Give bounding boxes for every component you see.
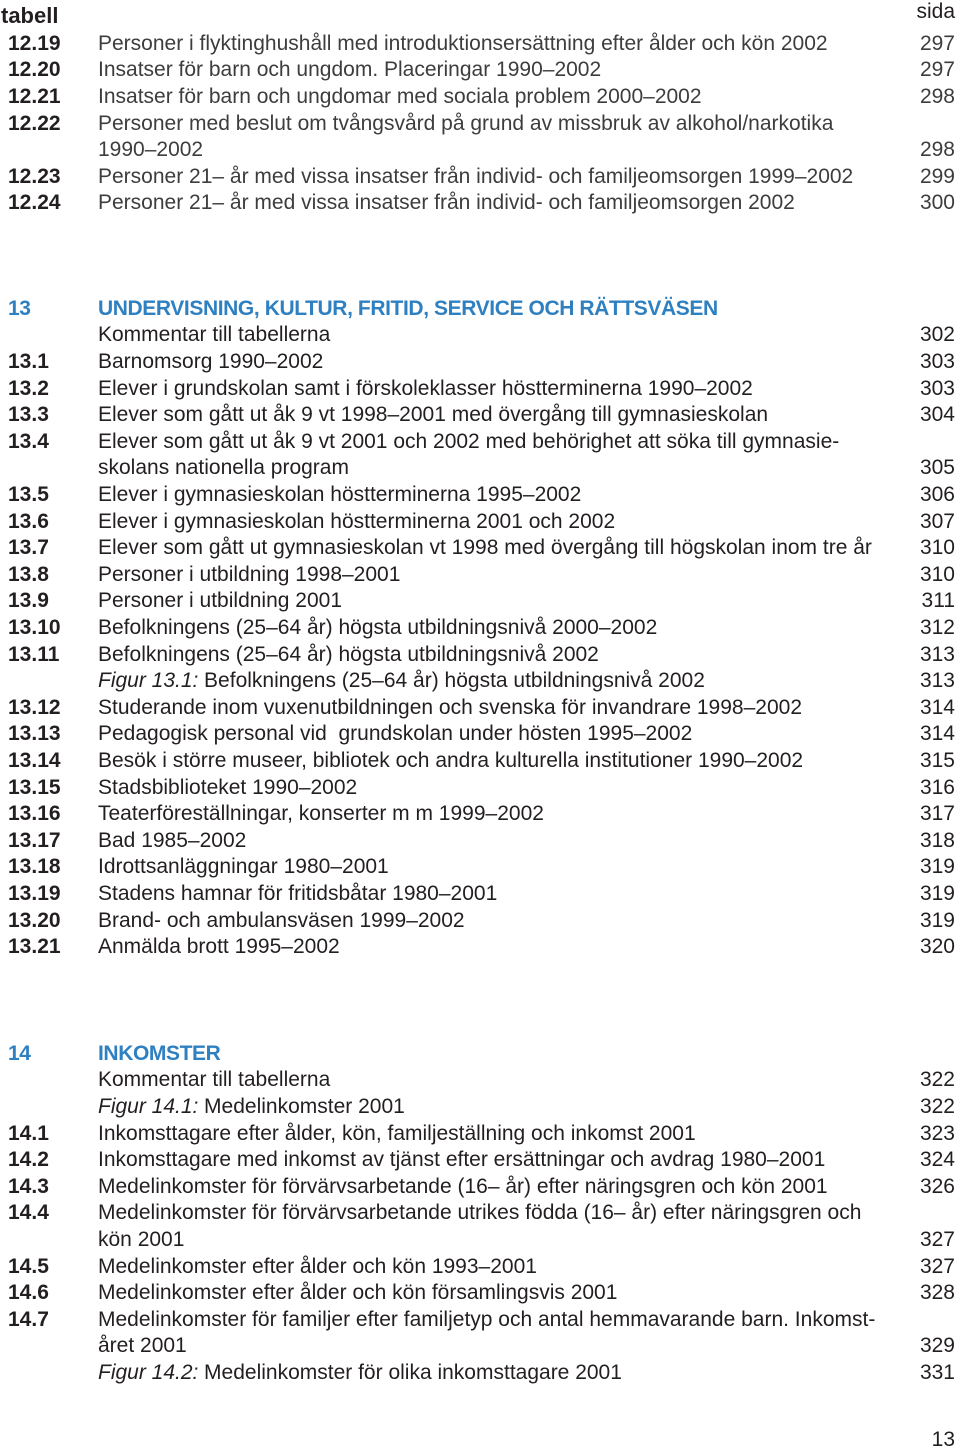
page-ref: 326 bbox=[919, 1174, 955, 1198]
page-ref: 300 bbox=[919, 191, 955, 215]
page-ref: 313 bbox=[919, 669, 955, 693]
page-ref: 329 bbox=[919, 1334, 955, 1358]
toc-entry bbox=[0, 668, 960, 695]
toc-entry bbox=[0, 562, 960, 589]
entry-title-text: Inkomsttagare efter ålder, kön, familjeställning och inkomst 2001 bbox=[98, 1121, 696, 1145]
toc-entry-continuation bbox=[0, 1333, 960, 1360]
page-ref: 313 bbox=[919, 642, 955, 666]
entry-title-text: Stadens hamnar för fritidsbåtar 1980–2001 bbox=[98, 882, 498, 906]
table-number: 14.6 bbox=[8, 1281, 49, 1305]
table-number: 12.21 bbox=[8, 84, 61, 108]
entry-title bbox=[98, 562, 400, 589]
figure-label: Figur 14.1: bbox=[98, 1094, 199, 1118]
entry-title-text: Medelinkomster för förvärvsarbetande (16– år) efter näringsgren och kön 2001 bbox=[98, 1174, 828, 1198]
entry-title bbox=[98, 1360, 622, 1387]
toc-entry bbox=[0, 349, 960, 376]
toc-entry bbox=[0, 1094, 960, 1121]
entry-title-text: Anmälda brott 1995–2002 bbox=[98, 935, 340, 959]
toc-entry bbox=[0, 642, 960, 669]
toc-entry bbox=[0, 482, 960, 509]
entry-title bbox=[98, 402, 768, 429]
entry-title-text: Studerande inom vuxenutbildningen och svenska för invandrare 1998–2002 bbox=[98, 695, 802, 719]
toc-entry bbox=[0, 1121, 960, 1148]
toc-entry bbox=[0, 429, 960, 456]
table-number: 14.3 bbox=[8, 1174, 49, 1198]
section-heading: UNDERVISNING, KULTUR, FRITID, SERVICE OCH RÄTTSVÄSEN bbox=[98, 296, 718, 320]
table-number: 13.17 bbox=[8, 828, 61, 852]
page-ref: 303 bbox=[919, 376, 955, 400]
entry-title-text: Barnomsorg 1990–2002 bbox=[98, 349, 324, 373]
entry-title-text: Elever som gått ut gymnasieskolan vt 1998 med övergång till högskolan inom tre år bbox=[98, 536, 872, 560]
entry-title bbox=[98, 1280, 617, 1307]
page-ref: 303 bbox=[919, 349, 955, 373]
toc-entry bbox=[0, 801, 960, 828]
entry-title-text: Personer i utbildning 2001 bbox=[98, 589, 343, 613]
page-ref: 331 bbox=[919, 1361, 955, 1384]
table-number: 13.1 bbox=[8, 349, 49, 373]
entry-title bbox=[98, 1147, 825, 1174]
toc-section-14 bbox=[0, 1041, 960, 1387]
page-ref: 323 bbox=[919, 1121, 955, 1145]
entry-title-text: Medelinkomster 2001 bbox=[204, 1094, 405, 1118]
page-ref: 298 bbox=[919, 138, 955, 162]
entry-title-text: Elever i gymnasieskolan höstterminerna 1995–2002 bbox=[98, 482, 582, 506]
table-number: 13.3 bbox=[8, 403, 49, 427]
entry-list bbox=[0, 1067, 960, 1386]
table-number: 12.24 bbox=[8, 191, 61, 215]
table-number: 14.1 bbox=[8, 1121, 49, 1145]
entry-title-text: Befolkningens (25–64 år) högsta utbildningsnivå 2002 bbox=[98, 642, 599, 666]
entry-title bbox=[98, 455, 349, 482]
page-ref: 299 bbox=[919, 164, 955, 188]
entry-title bbox=[98, 1094, 405, 1121]
page-ref: 316 bbox=[919, 775, 955, 799]
toc-entry bbox=[0, 615, 960, 642]
page-ref: 320 bbox=[919, 935, 955, 959]
toc-entry bbox=[0, 1360, 960, 1387]
table-number: 13.18 bbox=[8, 855, 61, 879]
entry-title bbox=[98, 84, 702, 111]
table-number: 13.15 bbox=[8, 775, 61, 799]
table-number: 13.10 bbox=[8, 616, 61, 639]
toc-entry bbox=[0, 1254, 960, 1281]
entry-title bbox=[98, 642, 599, 669]
entry-title-text: Befolkningens (25–64 år) högsta utbildningsnivå 2002 bbox=[204, 669, 705, 693]
table-number: 13.19 bbox=[8, 882, 61, 906]
entry-title bbox=[98, 668, 705, 695]
section-heading-row bbox=[0, 1041, 960, 1068]
table-number: 13.2 bbox=[8, 376, 49, 400]
entry-title-text: skolans nationella program bbox=[98, 456, 349, 480]
toc-entry bbox=[0, 828, 960, 855]
entry-list bbox=[0, 31, 960, 217]
page-ref: 324 bbox=[919, 1148, 955, 1172]
figure-label: Figur 13.1: bbox=[98, 669, 199, 693]
table-number: 12.20 bbox=[8, 58, 61, 82]
page-ref: 302 bbox=[919, 323, 955, 347]
toc-entry bbox=[0, 1147, 960, 1174]
table-number: 13.8 bbox=[8, 562, 49, 586]
table-number: 13.9 bbox=[8, 589, 49, 613]
page-ref: 312 bbox=[919, 616, 955, 639]
entry-title-text: kön 2001 bbox=[98, 1227, 185, 1251]
entry-title-text: Personer i flyktinghushåll med introduktionsersättning efter ålder och kön 2002 bbox=[98, 31, 828, 55]
entry-title bbox=[98, 429, 839, 456]
page-ref: 305 bbox=[919, 456, 955, 480]
entry-title-text: Befolkningens (25–64 år) högsta utbildningsnivå 2000–2002 bbox=[98, 616, 658, 639]
section-number: 13 bbox=[8, 296, 31, 320]
toc-entry-continuation bbox=[0, 1227, 960, 1254]
entry-title bbox=[98, 721, 692, 748]
page-ref: 314 bbox=[919, 695, 955, 719]
entry-title bbox=[98, 748, 803, 775]
entry-title-text: Kommentar till tabellerna bbox=[98, 323, 331, 347]
entry-title bbox=[98, 1227, 184, 1254]
section-number: 14 bbox=[8, 1041, 31, 1065]
table-number: 12.23 bbox=[8, 164, 61, 188]
toc-entry bbox=[0, 695, 960, 722]
toc-entry bbox=[0, 509, 960, 536]
entry-title-text: Bad 1985–2002 bbox=[98, 828, 247, 852]
page-ref: 304 bbox=[919, 403, 955, 427]
table-number: 13.20 bbox=[8, 908, 61, 932]
table-number: 13.4 bbox=[8, 429, 49, 453]
entry-title bbox=[98, 695, 802, 722]
page-ref: 306 bbox=[919, 482, 955, 506]
table-number: 13.11 bbox=[8, 642, 60, 666]
entry-title bbox=[98, 57, 601, 84]
entry-title-text: Medelinkomster efter ålder och kön 1993–2001 bbox=[98, 1254, 537, 1278]
page-ref: 319 bbox=[919, 882, 955, 906]
entry-title-text: Medelinkomster för förvärvsarbetande utrikes födda (16– år) efter näringsgren och bbox=[98, 1201, 862, 1225]
entry-title-text: Brand- och ambulansväsen 1999–2002 bbox=[98, 908, 465, 932]
table-number: 12.22 bbox=[8, 111, 61, 135]
page-number: 13 bbox=[931, 1428, 955, 1451]
table-number: 13.7 bbox=[8, 536, 49, 560]
figure-label: Figur 14.2: bbox=[98, 1361, 199, 1384]
toc-section-13 bbox=[0, 296, 960, 961]
entry-title bbox=[98, 1174, 828, 1201]
page-ref: 311 bbox=[921, 589, 955, 613]
entry-title-text: Medelinkomster efter ålder och kön församlingsvis 2001 bbox=[98, 1281, 618, 1305]
entry-title-text: Insatser för barn och ungdom. Placeringar 1990–2002 bbox=[98, 58, 602, 82]
entry-title-text: året 2001 bbox=[98, 1334, 187, 1358]
table-number: 14.7 bbox=[8, 1307, 49, 1331]
toc-entry bbox=[0, 402, 960, 429]
column-header-table: tabell bbox=[1, 3, 59, 28]
toc-entry bbox=[0, 1280, 960, 1307]
page-ref: 298 bbox=[919, 84, 955, 108]
page-ref: 328 bbox=[919, 1281, 955, 1305]
table-number: 14.4 bbox=[8, 1201, 49, 1225]
entry-title bbox=[98, 908, 465, 935]
toc-entry-continuation bbox=[0, 137, 960, 164]
entry-title-text: Medelinkomster för familjer efter familjetyp och antal hemmavarande barn. Inkomst- bbox=[98, 1307, 876, 1331]
table-number: 13.12 bbox=[8, 695, 61, 719]
toc-entry bbox=[0, 535, 960, 562]
entry-title bbox=[98, 111, 833, 138]
table-number: 12.19 bbox=[8, 31, 61, 55]
entry-title bbox=[98, 1067, 330, 1094]
table-number: 13.14 bbox=[8, 749, 61, 773]
entry-title-text: Kommentar till tabellerna bbox=[98, 1068, 331, 1092]
entry-title bbox=[98, 482, 581, 509]
entry-title bbox=[98, 509, 615, 536]
page-ref: 315 bbox=[919, 749, 955, 773]
entry-title-text: Elever i gymnasieskolan höstterminerna 2001 och 2002 bbox=[98, 509, 616, 533]
entry-title bbox=[98, 349, 323, 376]
table-number: 14.5 bbox=[8, 1254, 49, 1278]
toc-entry bbox=[0, 190, 960, 217]
entry-title bbox=[98, 828, 246, 855]
page-ref: 327 bbox=[919, 1254, 955, 1278]
entry-title-text: Stadsbiblioteket 1990–2002 bbox=[98, 775, 358, 799]
toc-entry bbox=[0, 1200, 960, 1227]
entry-title-text: Pedagogisk personal vid grundskolan under hösten 1995–2002 bbox=[98, 722, 693, 746]
entry-title bbox=[98, 535, 872, 562]
toc-entry bbox=[0, 775, 960, 802]
entry-title bbox=[98, 615, 657, 642]
entry-title bbox=[98, 854, 389, 881]
toc-entry bbox=[0, 84, 960, 111]
toc-entry bbox=[0, 111, 960, 138]
toc-entry bbox=[0, 748, 960, 775]
page-ref: 327 bbox=[919, 1227, 955, 1251]
entry-title bbox=[98, 376, 753, 403]
entry-title bbox=[98, 322, 330, 349]
toc-entry bbox=[0, 721, 960, 748]
entry-title bbox=[98, 190, 795, 217]
page-ref: 322 bbox=[919, 1068, 955, 1092]
entry-title bbox=[98, 801, 544, 828]
page-ref: 319 bbox=[919, 908, 955, 932]
entry-title-text: Elever som gått ut åk 9 vt 1998–2001 med övergång till gymnasieskolan bbox=[98, 403, 769, 427]
toc-entry bbox=[0, 57, 960, 84]
toc-entry bbox=[0, 1307, 960, 1334]
toc-section-12 bbox=[0, 31, 960, 217]
entry-title-text: Elever i grundskolan samt i förskoleklasser höstterminerna 1990–2002 bbox=[98, 376, 753, 400]
entry-title-text: Elever som gått ut åk 9 vt 2001 och 2002 med behörighet att söka till gymnasie- bbox=[98, 429, 840, 453]
table-number: 13.16 bbox=[8, 802, 61, 826]
toc-entry bbox=[0, 1174, 960, 1201]
toc-entry bbox=[0, 908, 960, 935]
toc-entry bbox=[0, 376, 960, 403]
table-number: 13.5 bbox=[8, 482, 49, 506]
entry-title-text: Personer i utbildning 1998–2001 bbox=[98, 562, 401, 586]
entry-title-text: Medelinkomster för olika inkomsttagare 2001 bbox=[204, 1361, 622, 1384]
column-header-page: sida bbox=[916, 0, 955, 23]
toc-entry-continuation bbox=[0, 455, 960, 482]
entry-list bbox=[0, 322, 960, 961]
entry-title bbox=[98, 1307, 875, 1334]
toc-entry bbox=[0, 881, 960, 908]
page-ref: 297 bbox=[919, 58, 955, 82]
entry-title bbox=[98, 31, 828, 58]
section-heading: INKOMSTER bbox=[98, 1041, 221, 1065]
entry-title-text: Personer 21– år med vissa insatser från individ- och familjeomsorgen 2002 bbox=[98, 191, 795, 215]
entry-title-text: Insatser för barn och ungdomar med sociala problem 2000–2002 bbox=[98, 84, 702, 108]
page-ref: 307 bbox=[919, 509, 955, 533]
toc-entry bbox=[0, 322, 960, 349]
toc-entry bbox=[0, 934, 960, 961]
entry-title bbox=[98, 1333, 187, 1360]
entry-title bbox=[98, 934, 340, 961]
section-heading-row bbox=[0, 296, 960, 323]
entry-title bbox=[98, 588, 342, 615]
toc-entry bbox=[0, 1067, 960, 1094]
page-ref: 310 bbox=[919, 536, 955, 560]
entry-title bbox=[98, 1200, 861, 1227]
page-ref: 297 bbox=[919, 31, 955, 55]
table-number: 13.21 bbox=[8, 935, 61, 959]
entry-title bbox=[98, 164, 853, 191]
entry-title bbox=[98, 1254, 537, 1281]
toc-entry bbox=[0, 588, 960, 615]
page-ref: 314 bbox=[919, 722, 955, 746]
entry-title bbox=[98, 1121, 696, 1148]
entry-title bbox=[98, 137, 203, 164]
entry-title-text: Teaterföreställningar, konserter m m 1999–2002 bbox=[98, 802, 544, 826]
toc-entry bbox=[0, 31, 960, 58]
page-ref: 322 bbox=[919, 1094, 955, 1118]
page-ref: 319 bbox=[919, 855, 955, 879]
entry-title-text: Idrottsanläggningar 1980–2001 bbox=[98, 855, 389, 879]
toc-entry bbox=[0, 164, 960, 191]
entry-title-text: Inkomsttagare med inkomst av tjänst efter ersättningar och avdrag 1980–2001 bbox=[98, 1148, 826, 1172]
entry-title bbox=[98, 775, 357, 802]
entry-title-text: Personer 21– år med vissa insatser från individ- och familjeomsorgen 1999–2002 bbox=[98, 164, 854, 188]
table-number: 14.2 bbox=[8, 1148, 49, 1172]
entry-title-text: Besök i större museer, bibliotek och andra kulturella institutioner 1990–2002 bbox=[98, 749, 804, 773]
table-number: 13.6 bbox=[8, 509, 49, 533]
entry-title bbox=[98, 881, 497, 908]
table-number: 13.13 bbox=[8, 722, 61, 746]
page-ref: 318 bbox=[919, 828, 955, 852]
toc-entry bbox=[0, 854, 960, 881]
entry-title-text: 1990–2002 bbox=[98, 138, 204, 162]
entry-title-text: Personer med beslut om tvångsvård på grund av missbruk av alkohol/narkotika bbox=[98, 111, 834, 135]
page-ref: 317 bbox=[919, 802, 955, 826]
page-ref: 310 bbox=[919, 562, 955, 586]
